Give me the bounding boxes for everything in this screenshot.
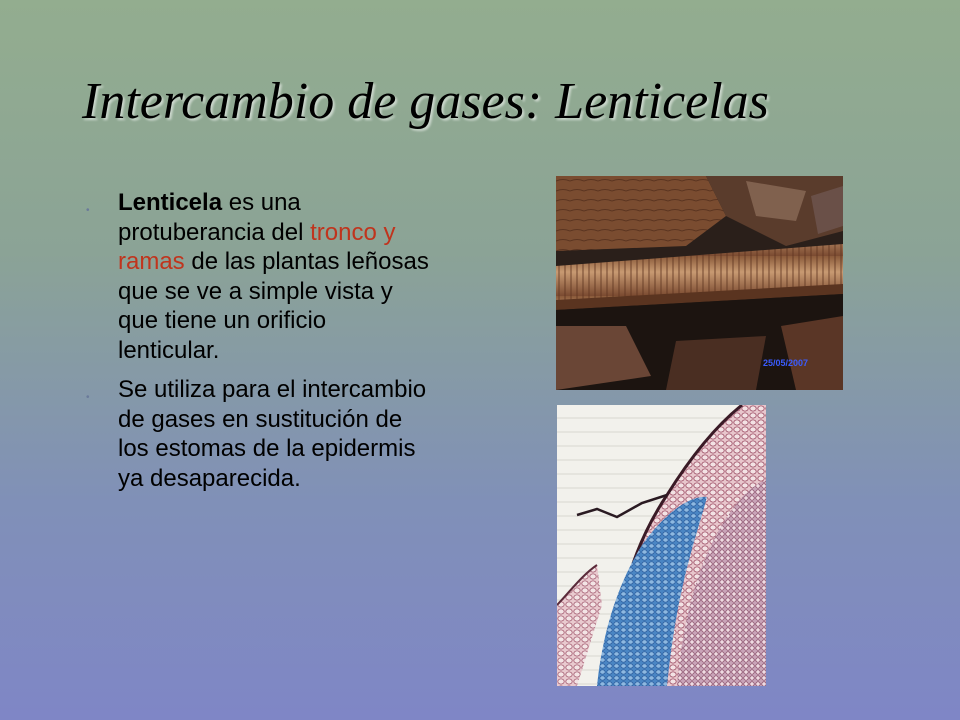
date-stamp: 25/05/2007 (763, 358, 809, 368)
bullet-item (86, 188, 431, 365)
bullet-text: de las plantas leñosas que se ve a simple vista y que tiene un orificio lenticular. (118, 248, 429, 364)
bullet-list (86, 188, 431, 503)
bark-lenticel-photo (556, 176, 843, 390)
highlight-text: tronco y ramas (118, 218, 396, 275)
bullet-item (86, 375, 431, 493)
bullet-text: es una protuberancia del (118, 189, 311, 246)
term-lenticela: Lenticela (118, 189, 223, 216)
lenticel-micrograph (557, 405, 766, 686)
bullet-dot-icon: • (86, 392, 90, 403)
bullet-text: Se utiliza para el intercambio de gases en sustitución de los estomas de la epidermis ya desaparecida. (118, 376, 427, 492)
bullet-dot-icon: • (86, 205, 90, 216)
slide-title: Intercambio de gases: Lenticelas (82, 73, 769, 130)
